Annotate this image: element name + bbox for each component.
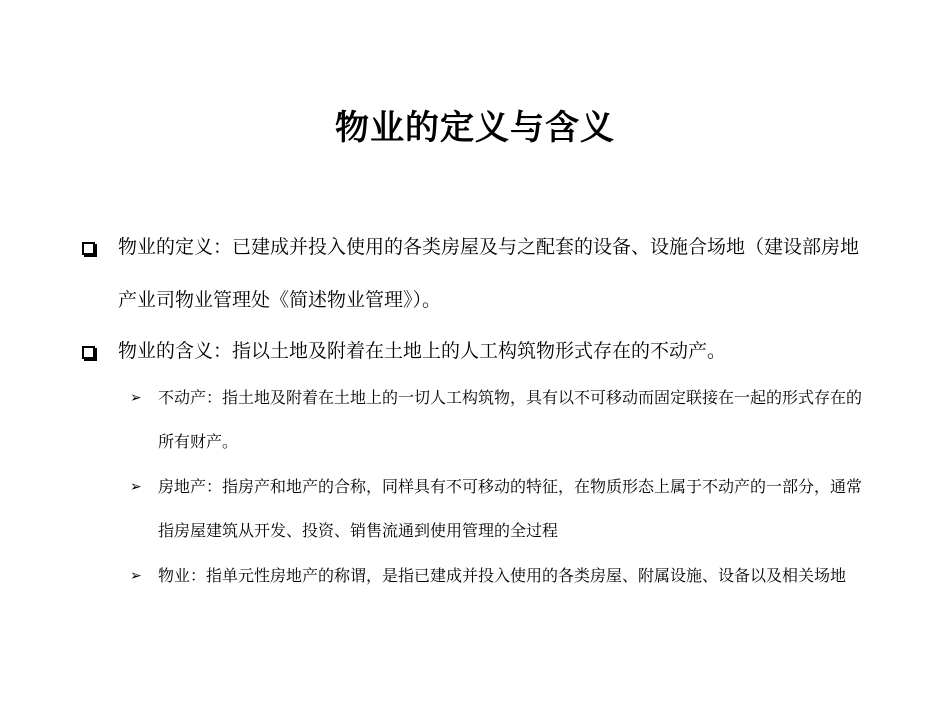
sub-item-estate xyxy=(130,566,870,598)
arrowhead-icon: ➢ xyxy=(130,390,142,406)
bullet-item-meaning xyxy=(82,342,872,378)
sub-item-real-estate xyxy=(130,388,870,464)
sub-text: 不动产：指土地及附着在土地上的一切人工构筑物，具有以不可移动而固定联接在一起的形式存在的所有财产。 xyxy=(158,388,863,451)
sub-text: 房地产：指房产和地产的合称，同样具有不可移动的特征，在物质形态上属于不动产的一部分，通常指房屋建筑从开发、投资、销售流通到使用管理的全过程 xyxy=(158,477,863,540)
bullet-text: 物业的含义：指以土地及附着在土地上的人工构筑物形式存在的不动产。 xyxy=(118,340,727,362)
bullet-item-definition xyxy=(82,238,872,327)
arrowhead-icon: ➢ xyxy=(130,568,142,584)
page-title: 物业的定义与含义 xyxy=(335,108,615,148)
sub-item-property xyxy=(130,477,870,553)
bullet-text: 物业的定义：已建成并投入使用的各类房屋及与之配套的设备、设施合场地（建设部房地产业司物业管理处《简述物业管理》）。 xyxy=(118,236,860,311)
square-box-icon xyxy=(82,242,95,255)
sub-text: 物业：指单元性房地产的称谓，是指已建成并投入使用的各类房屋、附属设施、设备以及相关场地 xyxy=(158,566,847,585)
square-box-icon xyxy=(82,346,95,359)
arrowhead-icon: ➢ xyxy=(130,479,142,495)
